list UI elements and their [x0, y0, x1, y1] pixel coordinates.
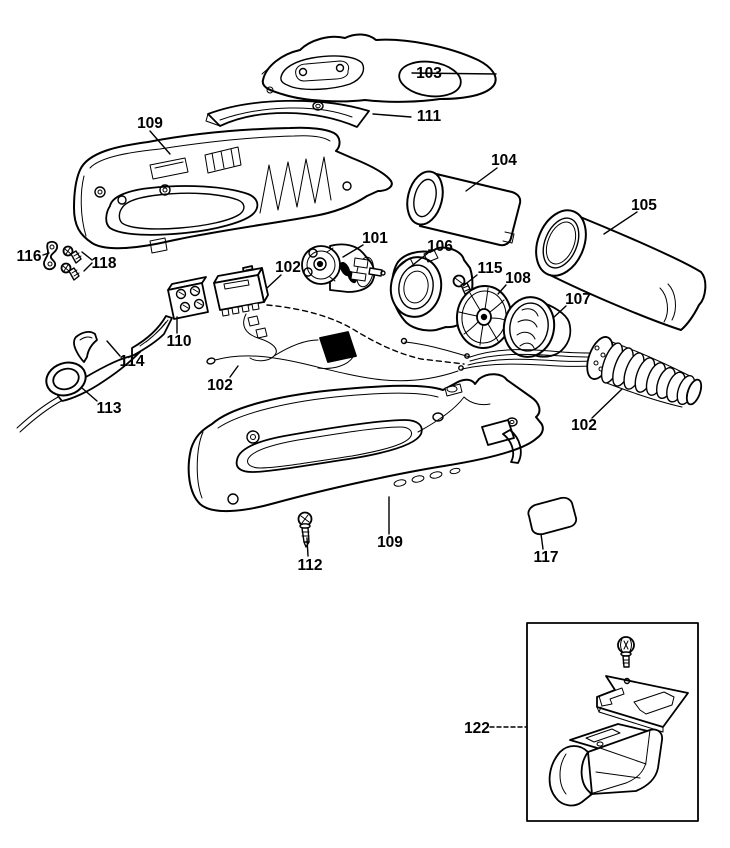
- callout-116: 116: [16, 248, 42, 265]
- callout-107: 107: [565, 291, 591, 308]
- inset-part-122: [527, 623, 698, 821]
- callout-111: 111: [416, 108, 442, 125]
- callout-102-switch: 102: [275, 259, 301, 276]
- callout-102-coil: 102: [571, 417, 597, 434]
- callout-101: 101: [362, 230, 388, 247]
- part-114-power-cord: [17, 316, 172, 432]
- part-102-switch: [214, 266, 268, 316]
- part-111-trim-strip: [206, 101, 369, 127]
- part-116-cord-clamp: [44, 242, 57, 269]
- callout-104: 104: [491, 152, 517, 169]
- part-104-tube: [402, 168, 520, 246]
- callout-106: 106: [427, 238, 453, 255]
- part-118-screws: [62, 247, 82, 281]
- part-112-screw: [299, 513, 312, 548]
- callout-105: 105: [631, 197, 657, 214]
- part-109-upper-housing: [74, 128, 392, 253]
- callout-114: 114: [119, 353, 145, 370]
- callout-102-wire: 102: [207, 377, 233, 394]
- part-109-lower-housing: [189, 374, 543, 511]
- callout-109-bottom: 109: [377, 534, 403, 551]
- part-101-motor: [302, 244, 385, 292]
- callout-112: 112: [297, 557, 323, 574]
- callout-108: 108: [505, 270, 531, 287]
- part-110-terminal-block: [168, 277, 208, 319]
- callout-115: 115: [477, 260, 503, 277]
- callout-117: 117: [533, 549, 559, 566]
- part-103-cover-plate: [262, 34, 496, 101]
- part-107-fan-case: [499, 293, 570, 361]
- callout-118: 118: [91, 255, 117, 272]
- callout-122: 122: [464, 720, 490, 737]
- callout-103: 103: [416, 65, 442, 82]
- callout-110: 110: [166, 333, 192, 350]
- part-117-pad: [528, 498, 576, 535]
- callout-109-top: 109: [137, 115, 163, 132]
- callout-113: 113: [96, 400, 122, 417]
